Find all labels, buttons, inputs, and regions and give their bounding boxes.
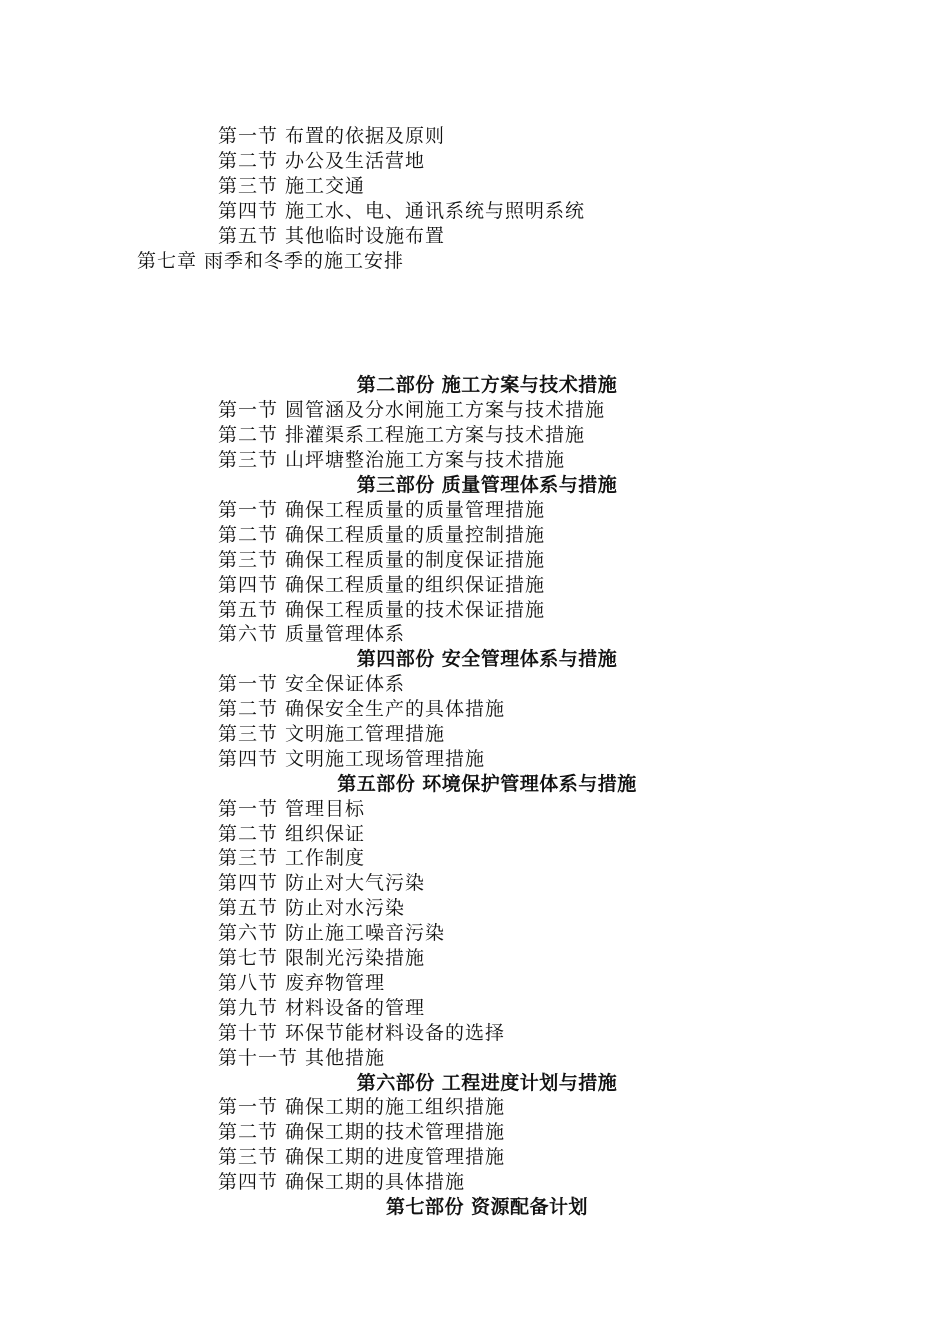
toc-line: 第一节 确保工程质量的质量管理措施 [218, 499, 546, 521]
toc-line: 第二节 确保安全生产的具体措施 [218, 698, 506, 720]
toc-line: 第六节 防止施工噪音污染 [218, 922, 446, 944]
toc-line: 第四节 施工水、电、通讯系统与照明系统 [218, 200, 586, 222]
toc-line: 第七节 限制光污染措施 [218, 947, 426, 969]
toc-line: 第十一节 其他措施 [218, 1047, 386, 1069]
toc-line: 第五节 防止对水污染 [218, 897, 406, 919]
part-heading: 第五部份 环境保护管理体系与措施 [337, 773, 637, 795]
toc-line: 第四节 确保工期的具体措施 [218, 1171, 466, 1193]
toc-line: 第二节 组织保证 [218, 823, 366, 845]
part-heading: 第三部份 质量管理体系与措施 [356, 474, 618, 496]
part-heading: 第二部份 施工方案与技术措施 [356, 374, 618, 396]
toc-line: 第二节 办公及生活营地 [218, 150, 426, 172]
part-heading: 第七部份 资源配备计划 [385, 1196, 589, 1218]
toc-line: 第三节 施工交通 [218, 175, 366, 197]
toc-line: 第四节 防止对大气污染 [218, 872, 426, 894]
toc-line: 第一节 确保工期的施工组织措施 [218, 1096, 506, 1118]
chapter-heading: 第七章 雨季和冬季的施工安排 [137, 250, 405, 272]
toc-line: 第一节 布置的依据及原则 [218, 125, 446, 147]
toc-line: 第二节 排灌渠系工程施工方案与技术措施 [218, 424, 586, 446]
toc-line: 第一节 安全保证体系 [218, 673, 406, 695]
toc-line: 第二节 确保工程质量的质量控制措施 [218, 524, 546, 546]
toc-line: 第三节 文明施工管理措施 [218, 723, 446, 745]
toc-line: 第五节 确保工程质量的技术保证措施 [218, 599, 546, 621]
toc-line: 第十节 环保节能材料设备的选择 [218, 1022, 506, 1044]
toc-line: 第八节 废弃物管理 [218, 972, 386, 994]
toc-line: 第四节 确保工程质量的组织保证措施 [218, 574, 546, 596]
toc-line: 第一节 圆管涵及分水闸施工方案与技术措施 [218, 399, 606, 421]
toc-line: 第六节 质量管理体系 [218, 623, 406, 645]
toc-line: 第五节 其他临时设施布置 [218, 225, 446, 247]
toc-line: 第三节 山坪塘整治施工方案与技术措施 [218, 449, 566, 471]
part-heading: 第四部份 安全管理体系与措施 [356, 648, 618, 670]
toc-line: 第三节 工作制度 [218, 847, 366, 869]
toc-line: 第三节 确保工程质量的制度保证措施 [218, 549, 546, 571]
toc-line: 第九节 材料设备的管理 [218, 997, 426, 1019]
toc-line: 第三节 确保工期的进度管理措施 [218, 1146, 506, 1168]
toc-line: 第四节 文明施工现场管理措施 [218, 748, 486, 770]
toc-line: 第二节 确保工期的技术管理措施 [218, 1121, 506, 1143]
part-heading: 第六部份 工程进度计划与措施 [356, 1072, 618, 1094]
toc-line: 第一节 管理目标 [218, 798, 366, 820]
